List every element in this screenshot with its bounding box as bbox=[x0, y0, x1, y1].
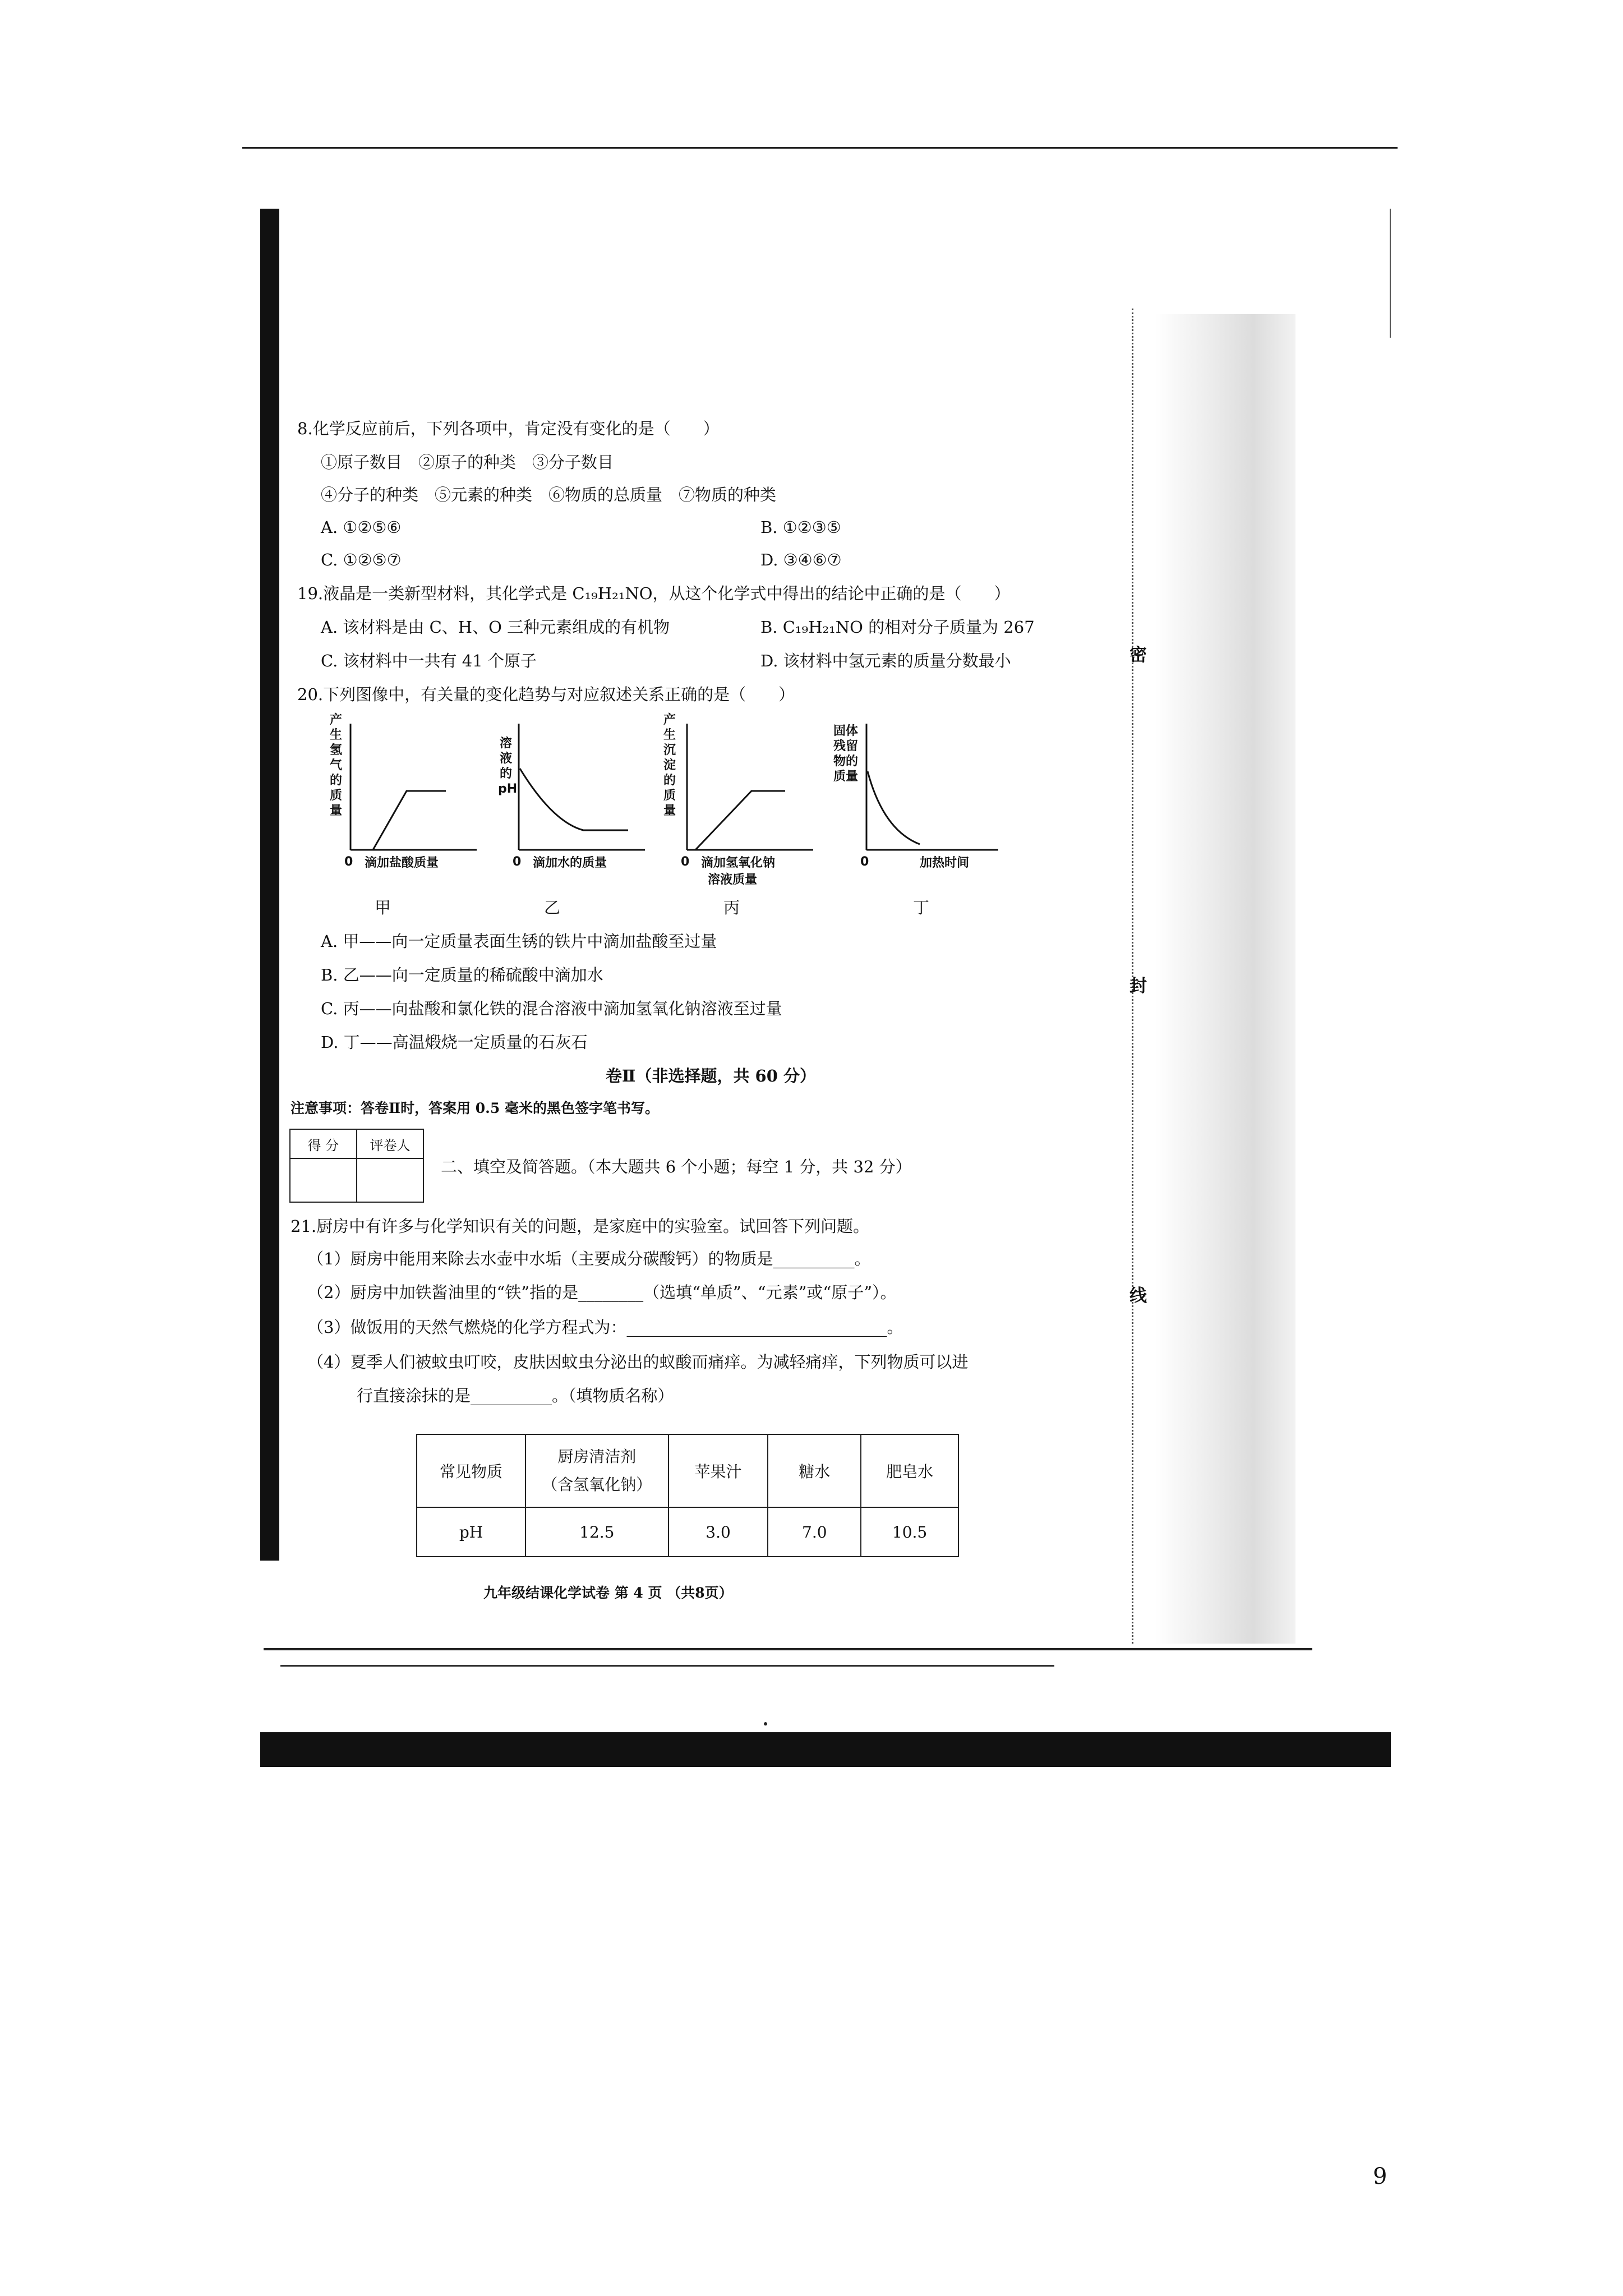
ph-table-col-sugar-water: 糖水 bbox=[768, 1434, 861, 1507]
scan-left-edge bbox=[260, 209, 279, 1561]
q18-option-d: D. ③④⑥⑦ bbox=[760, 550, 842, 569]
top-rule bbox=[242, 147, 1398, 149]
q21-stem: 21.厨房中有许多与化学知识有关的问题，是家庭中的实验室。试回答下列问题。 bbox=[291, 1217, 870, 1236]
graph-jia-ylabel: 产生氢气的质量 bbox=[329, 713, 342, 818]
ph-value-apple-juice: 3.0 bbox=[668, 1507, 768, 1557]
q20-option-a: A. 甲——向一定质量表面生锈的铁片中滴加盐酸至过量 bbox=[321, 932, 717, 951]
score-cell bbox=[290, 1158, 357, 1202]
seal-char-xian: 线 bbox=[1129, 1286, 1147, 1306]
graph-ding bbox=[858, 718, 1004, 858]
q21-part4-line1: （4）夏季人们被蚊虫叮咬，皮肤因蚊虫分泌出的蚁酸而痛痒。为减轻痛痒，下列物质可以进 bbox=[307, 1352, 969, 1372]
q21-part3: （3）做饭用的天然气燃烧的化学方程式为：________________________________。 bbox=[307, 1318, 903, 1337]
ph-table-col-cleaner-name: 厨房清洁剂 bbox=[557, 1447, 637, 1466]
right-edge-line bbox=[1390, 209, 1391, 338]
q18-option-a: A. ①②⑤⑥ bbox=[321, 518, 402, 537]
ph-table-row-label: pH bbox=[417, 1507, 525, 1557]
graph-bing-ylabel: 产生沉淀的质量 bbox=[663, 713, 676, 818]
q21-part1: （1）厨房中能用来除去水壶中水垢（主要成分碳酸钙）的物质是__________。 bbox=[307, 1249, 871, 1268]
graph-yi bbox=[510, 718, 651, 858]
ph-table-col-apple-juice: 苹果汁 bbox=[668, 1434, 768, 1507]
ph-table-col-soap-water: 肥皂水 bbox=[861, 1434, 958, 1507]
graph-ding-xlabel: 加热时间 bbox=[920, 856, 970, 870]
section-title: 二、填空及简答题。（本大题共 6 个小题；每空 1 分，共 32 分） bbox=[441, 1157, 912, 1176]
graph-jia-xlabel: 滴加盐酸质量 bbox=[365, 856, 439, 870]
bottom-smear-line-2 bbox=[280, 1665, 1054, 1667]
ph-value-soap-water: 10.5 bbox=[861, 1507, 958, 1557]
graph-yi-xlabel: 滴加水的质量 bbox=[533, 856, 607, 870]
ph-table-col-cleaner bbox=[525, 1434, 668, 1507]
volume2-notice: 注意事项：答卷Ⅱ时，答案用 0.5 毫米的黑色签字笔书写。 bbox=[291, 1100, 659, 1116]
q21-part2: （2）厨房中加铁酱油里的“铁”指的是________（选填“单质”、“元素”或“原子”）。 bbox=[307, 1283, 897, 1302]
score-box bbox=[289, 1129, 424, 1203]
q20-stem: 20.下列图像中，有关量的变化趋势与对应叙述关系正确的是（ ） bbox=[297, 685, 795, 704]
graph-bing bbox=[679, 718, 819, 858]
graph-bing-origin: 0 bbox=[681, 855, 690, 869]
q19-option-a: A. 该材料是由 C、H、O 三种元素组成的有机物 bbox=[321, 618, 670, 637]
grader-cell bbox=[357, 1158, 423, 1202]
score-header-score: 得 分 bbox=[290, 1129, 357, 1158]
volume2-title: 卷Ⅱ（非选择题，共 60 分） bbox=[606, 1066, 816, 1085]
graph-bing-xlabel: 滴加氢氧化钠 bbox=[701, 856, 776, 870]
graph-bing-xlabel2: 溶液质量 bbox=[708, 873, 758, 887]
q18-option-c: C. ①②⑤⑦ bbox=[321, 550, 402, 569]
q18-items-row2: ④分子的种类 ⑤元素的种类 ⑥物质的总质量 ⑦物质的种类 bbox=[321, 485, 777, 504]
page-number: 9 bbox=[1373, 2164, 1387, 2189]
ph-value-cleaner: 12.5 bbox=[525, 1507, 668, 1557]
q19-option-b: B. C₁₉H₂₁NO 的相对分子质量为 267 bbox=[760, 618, 1035, 637]
scan-bottom-edge bbox=[260, 1732, 1391, 1767]
seal-char-mi: 密 bbox=[1129, 645, 1147, 665]
q19-option-c: C. 该材料中一共有 41 个原子 bbox=[321, 651, 537, 670]
q20-option-b: B. 乙——向一定质量的稀硫酸中滴加水 bbox=[321, 965, 603, 984]
graph-jia-name: 甲 bbox=[375, 898, 391, 917]
ph-table-col-cleaner-sub: （含氢氧化钠） bbox=[542, 1475, 652, 1494]
ph-table bbox=[416, 1434, 959, 1557]
q18-items-row1: ①原子数目 ②原子的种类 ③分子数目 bbox=[321, 453, 614, 472]
exam-footer: 九年级结课化学试卷 第 4 页 （共8页） bbox=[483, 1585, 733, 1601]
graph-ding-origin: 0 bbox=[860, 855, 869, 869]
q20-option-c: C. 丙——向盐酸和氯化铁的混合溶液中滴加氢氧化钠溶液至过量 bbox=[321, 999, 782, 1018]
q18-stem: 8.化学反应前后，下列各项中，肯定没有变化的是（ ） bbox=[297, 419, 720, 438]
graph-ding-ylabel: 固体残留物的质量 bbox=[833, 724, 858, 784]
graph-ding-name: 丁 bbox=[913, 898, 930, 917]
ph-table-header-label: 常见物质 bbox=[417, 1434, 525, 1507]
seal-char-feng: 封 bbox=[1129, 976, 1147, 996]
q19-stem: 19.液晶是一类新型材料，其化学式是 C₁₉H₂₁NO，从这个化学式中得出的结论中正确的是（ ） bbox=[297, 584, 1011, 603]
q18-option-b: B. ①②③⑤ bbox=[760, 518, 841, 537]
q19-option-d: D. 该材料中氢元素的质量分数最小 bbox=[760, 651, 1011, 670]
graph-jia bbox=[342, 718, 482, 858]
graph-yi-ylabel: 溶液的pH bbox=[498, 737, 518, 796]
bottom-smear-line bbox=[264, 1648, 1312, 1650]
ph-value-sugar-water: 7.0 bbox=[768, 1507, 861, 1557]
score-header-grader: 评卷人 bbox=[357, 1129, 423, 1158]
graph-yi-origin: 0 bbox=[513, 855, 522, 869]
q21-part4-line2: 行直接涂抹的是__________。（填物质名称） bbox=[357, 1386, 674, 1405]
scan-dot bbox=[764, 1722, 767, 1726]
graph-bing-name: 丙 bbox=[723, 898, 740, 917]
graph-yi-name: 乙 bbox=[544, 898, 561, 917]
q20-option-d: D. 丁——高温煅烧一定质量的石灰石 bbox=[321, 1033, 588, 1052]
graph-jia-origin: 0 bbox=[344, 855, 353, 869]
scan-gray-band bbox=[1155, 314, 1295, 1644]
